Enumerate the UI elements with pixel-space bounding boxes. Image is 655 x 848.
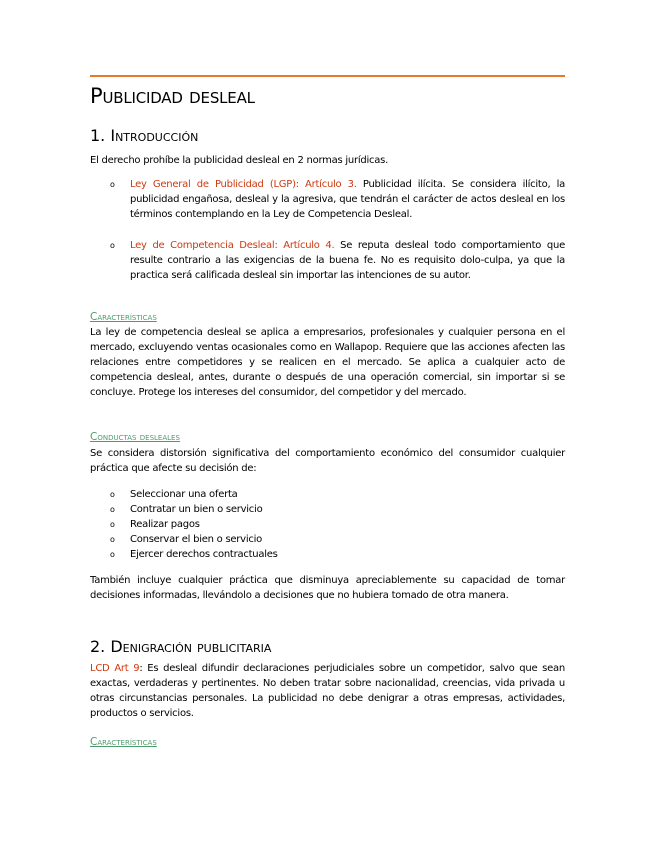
bullet-lgp-text xyxy=(130,177,565,222)
denigracion-text: : Es desleal difundir declaraciones perjudiciales sobre un competidor, salvo que sean exactas, verdaderas y pertinentes. No deben tratar sobre nacionalidad, creencias, vida privada u otras circunstancias personales. La publicidad no debe denigrar a otras empresas, actividades, productos o servicios. xyxy=(90,663,565,719)
conductas-paragraph: Se considera distorsión significativa del comportamiento económico del consumidor cualquier práctica que afecte su decisión de: xyxy=(90,448,565,474)
list-item-text: Contratar un bien o servicio xyxy=(130,504,263,515)
lcd-reference: Ley de Competencia Desleal: Artículo 4. xyxy=(130,240,335,251)
list-item-text: Seleccionar una oferta xyxy=(130,489,238,500)
section-heading-introduccion: 1. Introducción xyxy=(90,126,199,145)
bullet-marker: o xyxy=(110,550,115,559)
caracteristicas-paragraph: La ley de competencia desleal se aplica a empresarios, profesionales y cualquier persona en el mercado, excluyendo ventas ocasionales como en Wallapop. Requiere que las acciones afecten las relaciones entre competidores y se realicen en el mercado. Se aplica a cualquier acto de competencia desleal, antes, durante o después de una operación comercial, sin importar si se concluye. Protege los intereses del consumidor, del competidor y del mercado. xyxy=(90,327,565,398)
page-title: Publicidad desleal xyxy=(90,84,255,108)
subheading-caracteristicas-text: Características xyxy=(90,311,157,323)
subheading-caracteristicas-2-text: Características xyxy=(90,736,157,748)
denigracion-paragraph xyxy=(90,661,565,721)
bullet-marker: o xyxy=(110,490,115,499)
subheading-caracteristicas xyxy=(90,310,565,324)
subheading-caracteristicas-2 xyxy=(90,735,565,749)
bullet-marker: o xyxy=(110,241,115,250)
bullet-marker: o xyxy=(110,180,115,189)
conductas-extra-paragraph: También incluye cualquier práctica que disminuya apreciablemente su capacidad de tomar decisiones informadas, llevándolo a decisiones que no hubiera tomado de otra manera. xyxy=(90,575,565,601)
intro-paragraph: El derecho prohíbe la publicidad desleal en 2 normas jurídicas. xyxy=(90,155,389,166)
bullet-marker: o xyxy=(110,520,115,529)
bullet-marker: o xyxy=(110,535,115,544)
lcd-art9-reference: LCD Art 9 xyxy=(90,663,140,674)
list-item-text: Realizar pagos xyxy=(130,519,200,530)
bullet-lcd-text xyxy=(130,238,565,283)
title-rule xyxy=(90,75,565,77)
lgp-reference: Ley General de Publicidad (LGP): Artículo 3. xyxy=(130,179,357,190)
subheading-conductas-text: Conductas desleales xyxy=(90,431,180,443)
bullet-marker: o xyxy=(110,505,115,514)
section-heading-denigracion: 2. Denigración publicitaria xyxy=(90,637,272,656)
list-item-text: Ejercer derechos contractuales xyxy=(130,549,278,560)
subheading-conductas xyxy=(90,430,565,444)
lcd-description: Se reputa desleal todo comportamiento que resulte contrario a las exigencias de la buena fe. No es requisito dolo-culpa, ya que la practica será calificada desleal sin importar las intenciones de su autor. xyxy=(130,240,565,281)
lgp-description: Publicidad ilícita. Se considera ilícito, la publicidad engañosa, desleal y la agresiva, que tendrán el carácter de actos desleal en los términos contemplando en la Ley de Competencia Desleal. xyxy=(130,179,565,220)
list-item-text: Conservar el bien o servicio xyxy=(130,534,263,545)
